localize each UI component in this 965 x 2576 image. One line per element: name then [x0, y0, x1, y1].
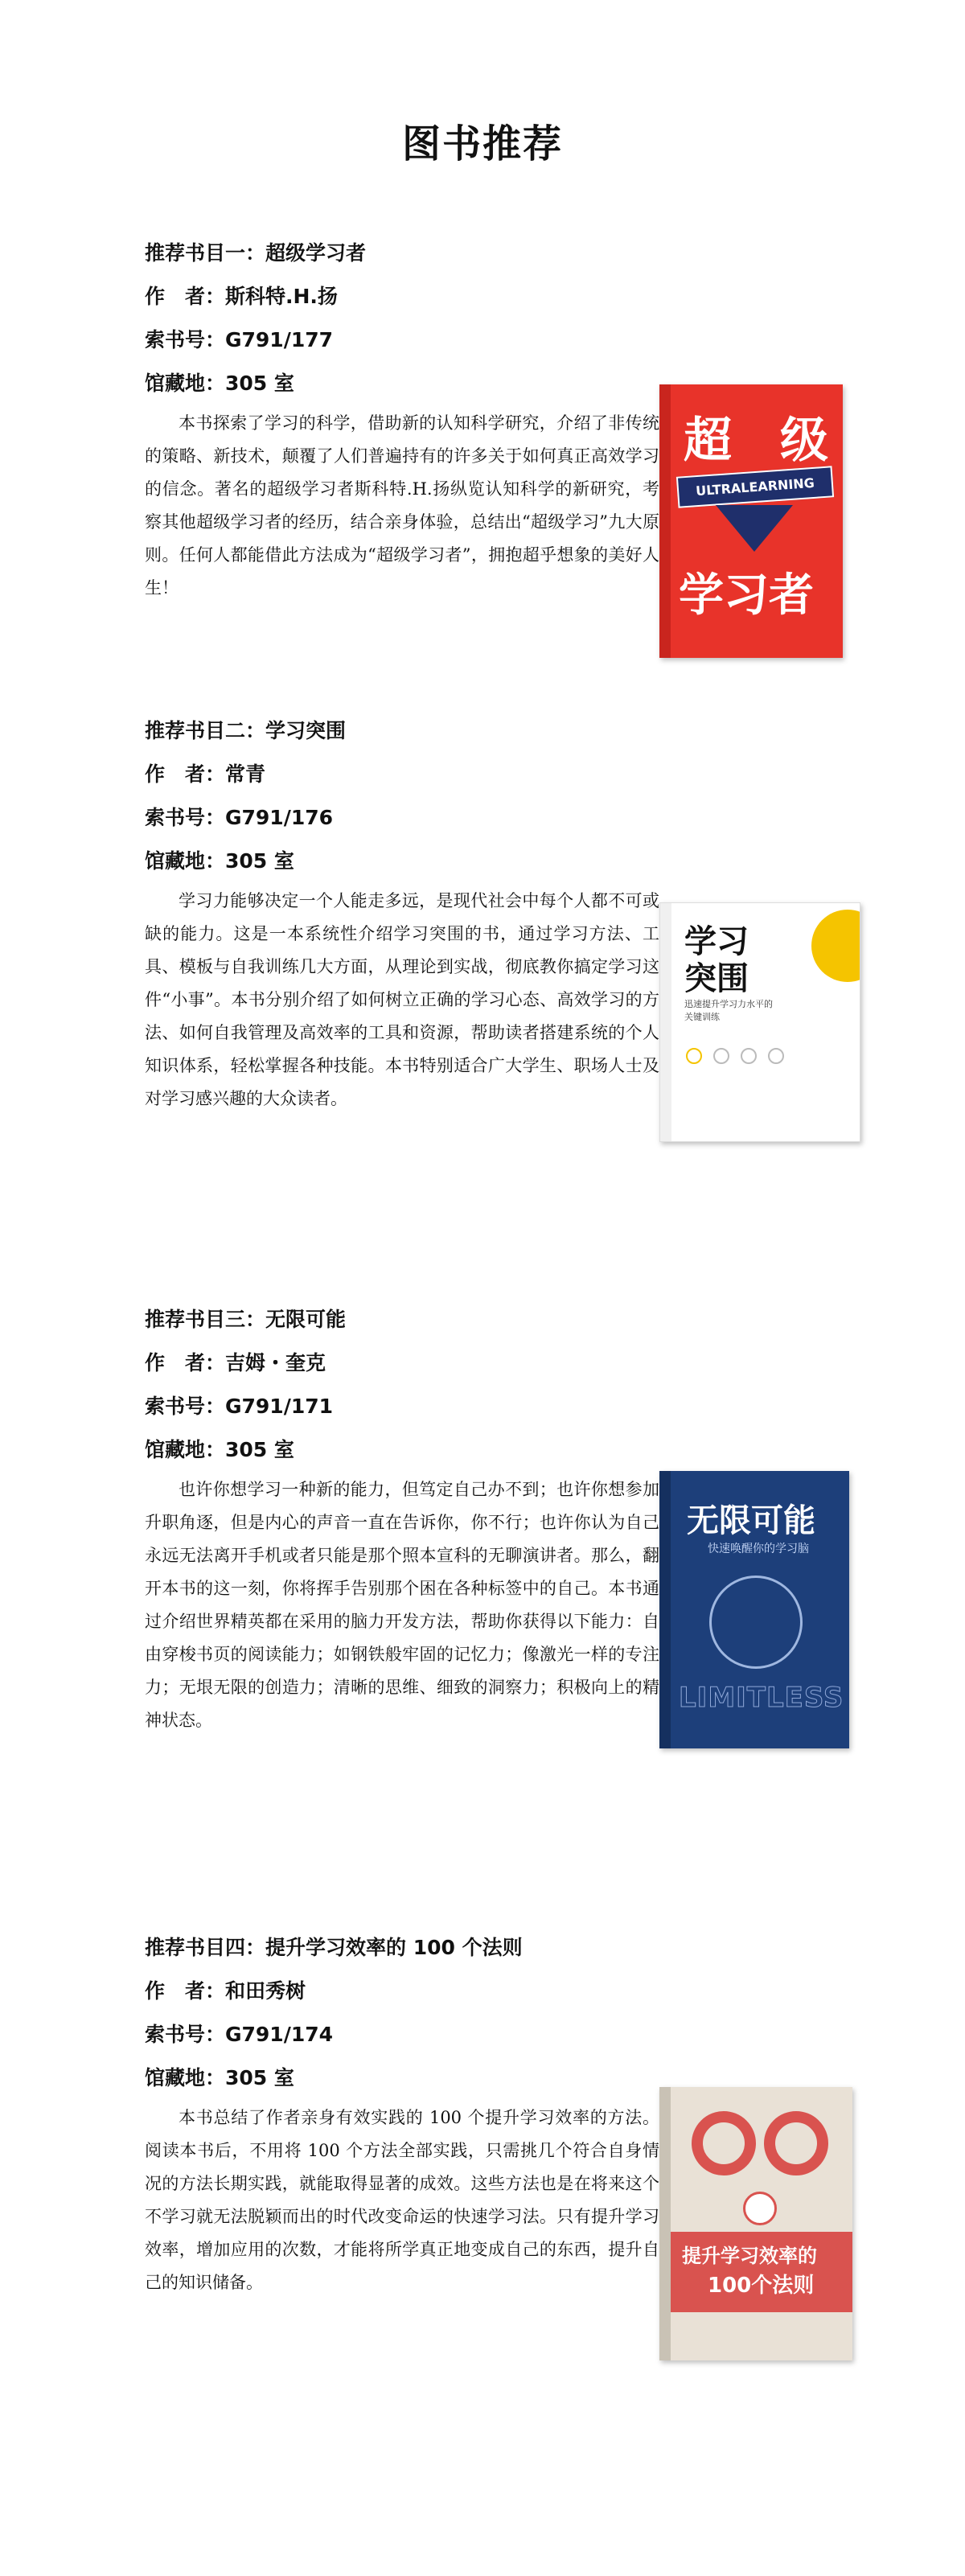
book-description: 本书探索了学习的科学，借助新的认知科学研究，介绍了非传统的策略、新技术，颠覆了人们普遍持有的许多关于如何真正高效学习的信念。著名的超级学习者斯科特.H.扬纵览认知科学的新研究，考察其他超级学习者的经历，结合亲身体验，总结出“超级学习”九大原则。任何人都能借此方法成为“超级学习者”，拥抱超乎想象的美好人生！: [145, 413, 659, 598]
book-location: 馆藏地：305 室: [145, 849, 294, 873]
book-section-4: [145, 1926, 868, 2298]
book-author: 作 者：斯科特.H.扬: [145, 285, 338, 308]
cover-title-top: 超 级: [684, 413, 828, 469]
cover-brain-icon: [709, 1576, 803, 1669]
book-heading: 推荐书目二：学习突围: [145, 719, 347, 742]
cover-icon-row: [686, 1048, 784, 1064]
book-cover-1: [659, 384, 843, 658]
book-cover-3: [659, 1471, 849, 1748]
book-call-number: 索书号：G791/176: [145, 806, 334, 829]
book-section-3: [145, 1298, 868, 1730]
book-call-number: 索书号：G791/177: [145, 328, 334, 351]
cover-title: 提升学习效率的: [682, 2245, 817, 2267]
cover-shield-icon: [716, 505, 793, 552]
cover-title-2: 100个法则: [708, 2274, 815, 2298]
cover-title: 无限可能: [687, 1502, 815, 1539]
book-location: 馆藏地：305 室: [145, 372, 294, 395]
book-call-number: 索书号：G791/174: [145, 2023, 334, 2046]
cover-sun-icon: [811, 910, 860, 982]
book-cover-2: [659, 902, 860, 1142]
book-heading: 推荐书目一：超级学习者: [145, 241, 367, 265]
book-author: 作 者：常青: [145, 762, 266, 786]
cover-title-bottom: 突围: [684, 960, 749, 997]
cover-title-top: 学习: [684, 923, 749, 960]
cover-subtitle: 迅速提升学习力水平的关键训练: [684, 999, 773, 1022]
book-location: 馆藏地：305 室: [145, 1438, 294, 1461]
cover-banner: LIMITLESS: [679, 1682, 844, 1714]
cover-title-bottom: 学习者: [679, 569, 814, 622]
book-author: 作 者：吉姆・奎克: [145, 1351, 326, 1374]
book-cover-4: [659, 2087, 852, 2360]
book-section-1: [145, 232, 868, 622]
book-description: 学习力能够决定一个人能走多远，是现代社会中每个人都不可或缺的能力。这是一本系统性介绍学习突围的书，通过学习方法、工具、模板与自我训练几大方面，从理论到实战，彻底教你搞定学习这件“小事”。本书分别介绍了如何树立正确的学习心态、高效学习的方法、如何自我管理及高效率的工具和资源，帮助读者搭建系统的个人知识体系，轻松掌握各种技能。本书特别适合广大学生、职场人士及对学习感兴趣的大众读者。: [145, 891, 659, 1108]
book-author: 作 者：和田秀树: [145, 1979, 306, 2003]
cover-subtitle: 快速唤醒你的学习脑: [708, 1543, 809, 1555]
book-heading: 推荐书目四：提升学习效率的 100 个法则: [145, 1936, 523, 1959]
cover-infinity-icon: [692, 2111, 828, 2184]
cover-banner: ULTRALEARNING: [676, 466, 834, 507]
book-call-number: 索书号：G791/171: [145, 1395, 334, 1418]
book-description: 也许你想学习一种新的能力，但笃定自己办不到；也许你想参加升职角逐，但是内心的声音一直在告诉你，你不行；也许你认为自己永远无法离开手机或者只能是那个照本宣科的无聊演讲者。那么，翻开本书的这一刻，你将挥手告别那个困在各种标签中的自己。本书通过介绍世界精英都在采用的脑力开发方法，帮助你获得以下能力：自由穿梭书页的阅读能力；如钢铁般牢固的记忆力；像激光一样的专注力；无垠无限的创造力；清晰的思维、细致的洞察力；积极向上的精神状态。: [145, 1480, 659, 1730]
book-location: 馆藏地：305 室: [145, 2066, 294, 2089]
book-heading: 推荐书目三：无限可能: [145, 1308, 347, 1331]
book-description: 本书总结了作者亲身有效实践的 100 个提升学习效率的方法。阅读本书后，不用将 100 个方法全部实践，只需挑几个符合自身情况的方法长期实践，就能取得显著的成效。这些方法也是在将来这个不学习就无法脱颖而出的时代改变命运的快速学习法。只有提升学习效率，增加应用的次数，才能将所学真正地变成自己的东西，提升自己的知识储备。: [145, 2108, 659, 2292]
cover-person-icon: [743, 2192, 777, 2225]
book-section-2: [145, 709, 868, 1108]
page-title: 图书推荐: [401, 121, 563, 166]
